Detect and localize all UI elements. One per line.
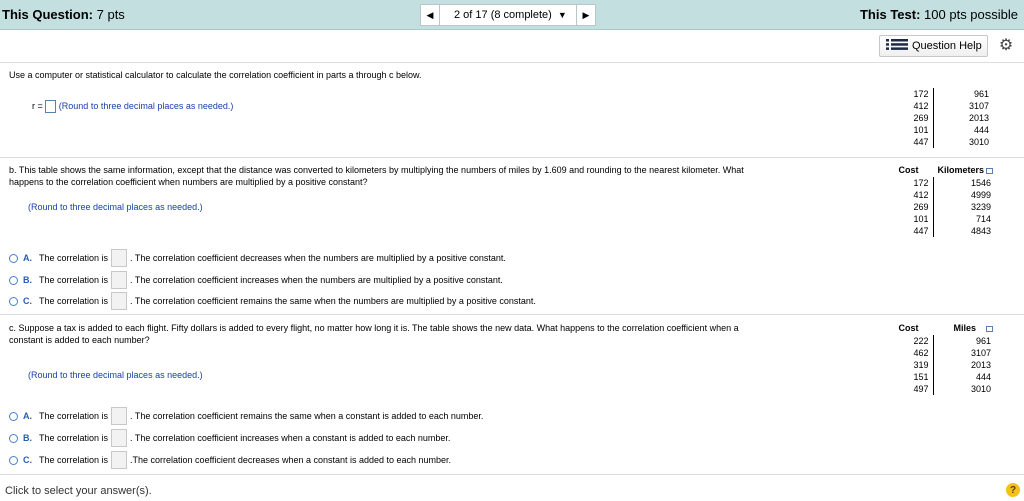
distance-cell: 4999	[970, 190, 991, 200]
question-help-label: Question Help	[912, 40, 982, 52]
cost-cell: 412	[889, 100, 933, 112]
question-label: This Question:	[2, 7, 93, 22]
correlation-input[interactable]	[111, 429, 127, 447]
miles-header-label: Miles	[953, 323, 976, 333]
r-input[interactable]	[45, 100, 56, 113]
answer-option[interactable]	[9, 408, 483, 424]
part-a-hint: (Round to three decimal places as needed.)	[58, 101, 234, 111]
distance-cell: 3107	[970, 348, 991, 358]
table-row	[884, 201, 993, 213]
distance-cell: 961	[973, 89, 989, 99]
correlation-input[interactable]	[111, 407, 127, 425]
part-a-data-table	[889, 88, 991, 148]
option-text: . The correlation coefficient increases when a constant is added to each number.	[130, 433, 451, 443]
copy-table-icon[interactable]	[986, 168, 993, 174]
question-navigator	[420, 4, 596, 26]
option-prefix: The correlation is	[39, 433, 109, 443]
radio-button[interactable]	[9, 434, 18, 443]
divider	[0, 474, 1024, 475]
cost-cell: 412	[884, 189, 933, 201]
cost-cell: 172	[889, 88, 933, 100]
r-label: r =	[32, 101, 43, 111]
option-letter: C.	[23, 296, 32, 306]
distance-cell: 3107	[968, 101, 989, 111]
correlation-input[interactable]	[111, 451, 127, 469]
radio-button[interactable]	[9, 412, 18, 421]
option-text: . The correlation coefficient remains the same when a constant is added to each number.	[130, 411, 484, 421]
radio-button[interactable]	[9, 297, 18, 306]
next-question-button[interactable]	[576, 4, 596, 26]
copy-table-icon[interactable]	[986, 326, 993, 332]
part-b-question-line2: happens to the correlation coefficient when numbers are multiplied by a positive constant?	[9, 177, 368, 187]
test-points	[860, 7, 1018, 22]
cost-cell: 447	[889, 136, 933, 148]
option-text: .The correlation coefficient decreases when a constant is added to each number.	[130, 455, 452, 465]
test-pts: 100 pts possible	[924, 7, 1018, 22]
instructions: Use a computer or statistical calculator to calculate the correlation coefficient in parts a through c below.	[9, 70, 422, 80]
cost-cell: 319	[884, 359, 933, 371]
distance-cell: 4843	[970, 226, 991, 236]
distance-cell: 444	[975, 372, 991, 382]
table-row	[889, 136, 991, 148]
option-letter: A.	[23, 253, 32, 263]
option-prefix: The correlation is	[39, 296, 109, 306]
cost-cell: 172	[884, 177, 933, 189]
question-help-button[interactable]	[879, 35, 988, 57]
divider	[0, 157, 1024, 158]
radio-button[interactable]	[9, 254, 18, 263]
part-c-question-line1: c. Suppose a tax is added to each flight. Fifty dollars is added to every flight, no matter how long it is. The table shows the new data. What happens to the correlation coefficient when a	[9, 323, 739, 333]
radio-button[interactable]	[9, 276, 18, 285]
top-bar	[0, 0, 1024, 30]
correlation-input[interactable]	[111, 271, 127, 289]
table-row	[889, 100, 991, 112]
part-b-question-line1: b. This table shows the same information, except that the distance was converted to kilometers by multiplying the numbers of miles by 1.609 and rounding to the nearest kilometer. What	[9, 165, 744, 175]
question-pts: 7 pts	[96, 7, 125, 22]
cost-cell: 222	[884, 335, 933, 347]
table-row	[884, 371, 993, 383]
option-prefix: The correlation is	[39, 455, 109, 465]
answer-option[interactable]	[9, 250, 506, 266]
option-prefix: The correlation is	[39, 275, 109, 285]
prev-arrow-icon: ◀	[426, 9, 434, 20]
option-text: . The correlation coefficient decreases when the numbers are multiplied by a positive constant.	[130, 253, 506, 263]
kilometers-header	[933, 164, 993, 177]
radio-button[interactable]	[9, 456, 18, 465]
divider	[0, 62, 1024, 63]
table-row	[889, 112, 991, 124]
answer-option[interactable]	[9, 293, 536, 309]
table-row	[884, 177, 993, 189]
table-row	[884, 189, 993, 201]
distance-cell: 1546	[970, 178, 991, 188]
cost-cell: 462	[884, 347, 933, 359]
cost-header: Cost	[898, 165, 919, 175]
list-icon	[886, 39, 908, 53]
distance-cell: 714	[975, 214, 991, 224]
option-prefix: The correlation is	[39, 253, 109, 263]
cost-cell: 269	[884, 201, 933, 213]
prev-question-button[interactable]	[420, 4, 440, 26]
test-label: This Test:	[859, 7, 921, 22]
table-row	[884, 383, 993, 395]
correlation-input[interactable]	[111, 249, 127, 267]
distance-cell: 2013	[968, 113, 989, 123]
distance-cell: 2013	[970, 360, 991, 370]
option-letter: B.	[23, 275, 32, 285]
part-c-hint: (Round to three decimal places as needed.)	[28, 370, 203, 380]
answer-option[interactable]	[9, 452, 451, 468]
part-b-hint: (Round to three decimal places as needed.)	[28, 202, 203, 212]
table-row	[889, 88, 991, 100]
help-question-icon[interactable]: ?	[1006, 483, 1020, 497]
cost-cell: 269	[889, 112, 933, 124]
distance-cell: 3010	[968, 137, 989, 147]
table-row	[884, 347, 993, 359]
cost-header: Cost	[898, 323, 919, 333]
option-text: . The correlation coefficient remains the same when the numbers are multiplied by a positive constant.	[130, 296, 536, 306]
question-position: 2 of 17 (8 complete)	[454, 9, 552, 21]
question-select[interactable]	[440, 4, 576, 26]
table-row	[884, 335, 993, 347]
option-letter: C.	[23, 455, 32, 465]
distance-cell: 3010	[970, 384, 991, 394]
footer-status: Click to select your answer(s).	[5, 485, 152, 497]
miles-header	[933, 322, 993, 335]
part-b-data-table	[884, 164, 993, 237]
distance-cell: 3239	[970, 202, 991, 212]
table-row	[884, 359, 993, 371]
option-text: . The correlation coefficient increases when the numbers are multiplied by a positive constant.	[130, 275, 503, 285]
part-a-answer-row	[32, 100, 233, 113]
table-row	[889, 124, 991, 136]
option-prefix: The correlation is	[39, 411, 109, 421]
cost-cell: 447	[884, 225, 933, 237]
divider	[0, 314, 1024, 315]
option-letter: B.	[23, 433, 32, 443]
distance-cell: 961	[975, 336, 991, 346]
answer-option[interactable]	[9, 272, 503, 288]
part-c-data-table	[884, 322, 993, 395]
dropdown-arrow-icon: ▼	[557, 10, 567, 20]
cost-cell: 151	[884, 371, 933, 383]
table-row	[884, 213, 993, 225]
next-arrow-icon: ▶	[582, 9, 590, 20]
gear-icon[interactable]: ⚙	[998, 37, 1014, 54]
distance-cell: 444	[973, 125, 989, 135]
part-c-question-line2: constant is added to each number?	[9, 335, 150, 345]
answer-option[interactable]	[9, 430, 450, 446]
kilometers-header-label: Kilometers	[937, 165, 984, 175]
cost-cell: 101	[889, 124, 933, 136]
correlation-input[interactable]	[111, 292, 127, 310]
table-row	[884, 225, 993, 237]
question-points	[2, 7, 125, 22]
cost-cell: 101	[884, 213, 933, 225]
option-letter: A.	[23, 411, 32, 421]
cost-cell: 497	[884, 383, 933, 395]
